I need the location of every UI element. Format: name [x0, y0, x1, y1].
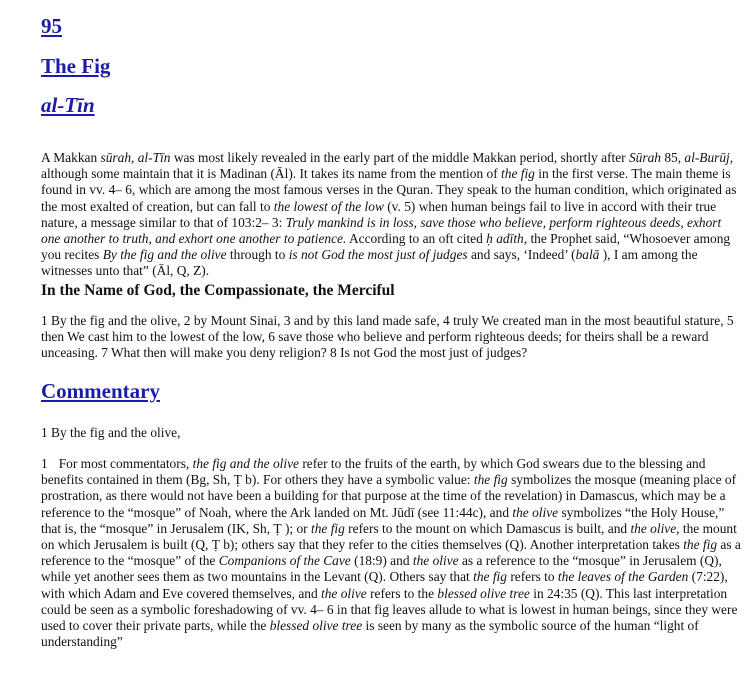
text: the mount on which Jerusalem is built (Q, Ṭ b); others say that they refer to the cities themselves (Q). Another interpretation takes — [41, 520, 737, 553]
text-italic: the olive — [512, 504, 559, 520]
text: 85, — [660, 150, 685, 165]
text: although some maintain that it is Madinan (Āl). It takes its name from the mention of — [41, 166, 502, 182]
surah-number-heading[interactable]: 95 — [41, 14, 62, 38]
surah-arabic-title-heading[interactable]: al-Tīn — [41, 93, 95, 117]
text-italic: the olive, — [630, 520, 680, 536]
text-italic: the fig — [473, 569, 507, 585]
text: and says, ‘Indeed’ ( — [467, 247, 576, 263]
bismillah-heading: In the Name of God, the Compassionate, the Merciful — [41, 282, 395, 299]
text-italic: the fig — [501, 166, 535, 182]
commentary-verse-number: 1 — [41, 456, 48, 471]
text: refer to the fruits of the earth, by which God swears due to the blessing and benefits contained in them (Bg, Sh, Ṭ b). For others they have a symbolic value: — [41, 456, 706, 488]
text: According to an oft cited — [346, 231, 487, 247]
text: (7:22), with which Adam and Eve covered themselves, and — [41, 569, 728, 601]
text: refers to — [506, 569, 558, 585]
text: is seen by many as the symbolic source of the human “light of understanding” — [41, 618, 699, 650]
commentary-heading[interactable]: Commentary — [41, 379, 160, 403]
text: symbolizes the mosque (meaning place of prostration, as there would not have been a building for that purpose at the time of the revelation) in Damascus, which may be a reference to the “mosque” of Noah, where the Ark landed on Mt. Jūdī (see 11:44c), and — [41, 472, 737, 520]
commentary-paragraph — [41, 456, 741, 650]
text-italic: the olive — [412, 553, 459, 569]
text-italic: the fig — [683, 537, 718, 553]
text: the Prophet said, “Whosoever among you recites — [41, 231, 731, 263]
text: was most likely revealed in the early part of the middle Makkan period, shortly after — [170, 150, 629, 165]
text: A Makkan — [41, 150, 101, 165]
text-italic: al-Burūj, — [684, 150, 734, 165]
text: as a reference to the “mosque” of the — [41, 537, 741, 569]
text-italic: the olive — [321, 585, 367, 601]
text: refers to the — [366, 585, 438, 601]
text-italic: blessed olive tree — [437, 585, 530, 601]
text: (v. 5) when human beings fail to live in accord with their true nature, a message similar to that of 103:2– 3: — [41, 198, 717, 230]
text-italic: blessed olive tree — [269, 618, 363, 634]
text: symbolizes “the Holy House,” that is, the “mosque” in Jerusalem (IK, Sh, Ṭ ); or — [41, 504, 725, 536]
text-italic: the fig and the olive — [192, 456, 299, 471]
text: in 24:35 (Q). This last interpretation could be seen as a symbolic foreshadowing of vv. 4– 6 in that fig leaves allude to what is lowest in human beings, since they were used to cover their private parts, while the — [41, 585, 738, 634]
surah-title-heading[interactable]: The Fig — [41, 54, 111, 78]
text: ), I am among the witnesses unto that” (Āl, Q, Z). — [41, 247, 698, 279]
text-italic: Truly mankind is in loss, save those who believe, perform righteous deeds, exhort one another to truth, and exhort one another to patience. — [41, 214, 722, 247]
text-italic: the fig — [310, 520, 345, 536]
text: in the first verse. The main theme is found in vv. 4– 6, which are among the most famous verses in the Quran. They speak to the human condition, which originated as the most exalted of creation, but can fall to — [41, 166, 737, 214]
text-italic: By the fig and the olive — [102, 247, 227, 263]
text: through to — [226, 247, 289, 263]
commentary-verse-reference: 1 By the fig and the olive, — [41, 425, 181, 440]
text-italic: sūrah, al-Tīn — [100, 150, 171, 165]
text: (18:9) and — [350, 553, 413, 569]
text-italic: Sūrah — [628, 150, 661, 165]
verses-paragraph: 1 By the fig and the olive, 2 by Mount Sinai, 3 and by this land made safe, 4 truly We created man in the most beautiful stature, 5 then We cast him to the lowest of the low, 6 save those who believe and perform righteous deeds; for theirs shall be a reward unceasing. 7 What then will make you deny religion? 8 Is not God the most just of judges? — [41, 313, 734, 361]
intro-paragraph — [41, 150, 741, 280]
text-italic: is not God the most just of judges — [288, 247, 468, 263]
text-italic: the lowest of the low — [273, 198, 384, 214]
text-italic: ḥ adīth, — [486, 231, 528, 247]
text-italic: the leaves of the Garden — [557, 569, 689, 585]
text: For most commentators, — [58, 456, 193, 471]
text-italic: Companions of the Cave — [218, 553, 351, 569]
text: refers to the mount on which Damascus is built, and — [344, 520, 631, 536]
text-italic: balā — [575, 247, 600, 263]
text-italic: the fig — [473, 472, 508, 488]
text: as a reference to the “mosque” in Jerusalem (Q), while yet another sees them as two mountains in the Levant (Q). Others say that — [41, 553, 722, 585]
